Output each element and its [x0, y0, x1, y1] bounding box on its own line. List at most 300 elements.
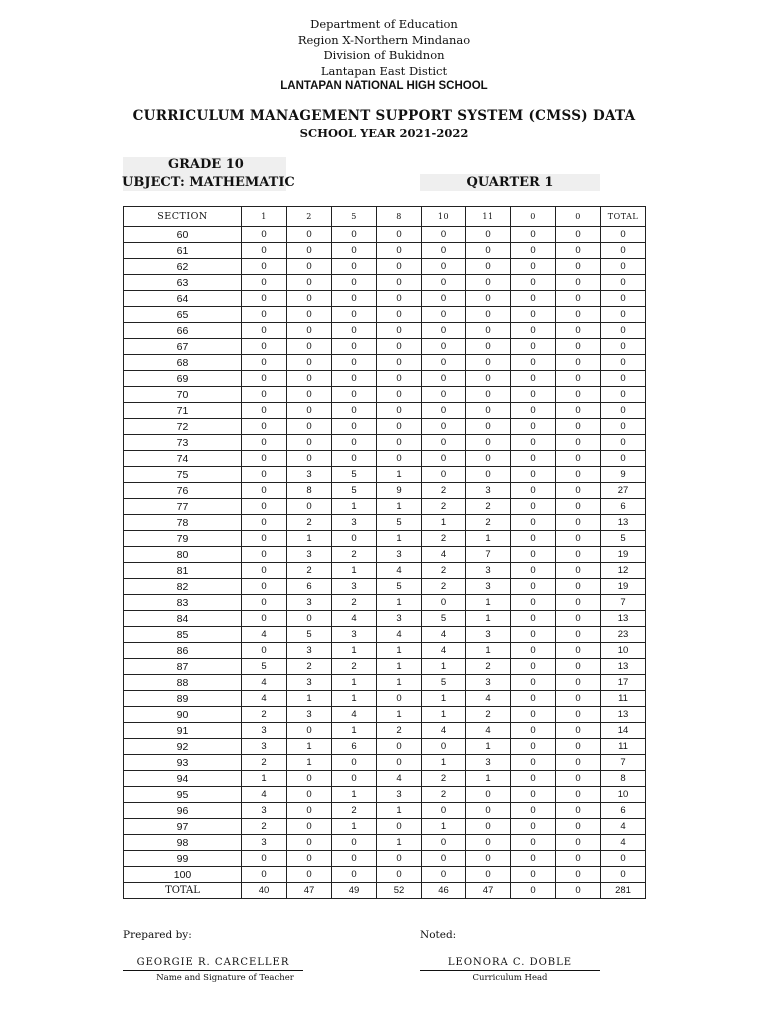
section-cell: 85 — [124, 627, 242, 643]
count-cell: 0 — [511, 243, 556, 259]
count-cell: 0 — [242, 451, 287, 467]
count-cell: 5 — [422, 675, 466, 691]
count-cell: 0 — [511, 643, 556, 659]
table-row — [124, 755, 646, 771]
teacher-name: GEORGIE R. CARCELLER — [136, 957, 290, 968]
table-row — [124, 467, 646, 483]
total-cell: 47 — [287, 883, 332, 899]
count-cell: 0 — [511, 755, 556, 771]
count-cell: 0 — [556, 595, 601, 611]
count-cell: 3 — [466, 675, 511, 691]
letterhead — [0, 17, 768, 95]
count-cell: 0 — [422, 275, 466, 291]
count-cell: 0 — [466, 435, 511, 451]
count-cell: 0 — [242, 339, 287, 355]
count-cell: 2 — [287, 563, 332, 579]
count-cell: 0 — [242, 611, 287, 627]
count-cell: 1 — [377, 707, 422, 723]
count-cell: 0 — [332, 371, 377, 387]
row-total-cell: 0 — [601, 851, 646, 867]
count-cell: 0 — [556, 835, 601, 851]
count-cell: 0 — [466, 403, 511, 419]
count-cell: 0 — [287, 243, 332, 259]
school-year: SCHOOL YEAR 2021-2022 — [299, 126, 469, 140]
count-cell: 0 — [556, 467, 601, 483]
row-total-cell: 0 — [601, 387, 646, 403]
count-cell: 0 — [242, 387, 287, 403]
count-cell: 0 — [242, 515, 287, 531]
row-total-cell: 23 — [601, 627, 646, 643]
count-cell: 0 — [466, 339, 511, 355]
count-cell: 0 — [242, 371, 287, 387]
section-cell: 83 — [124, 595, 242, 611]
count-cell: 4 — [242, 787, 287, 803]
count-cell: 4 — [422, 723, 466, 739]
count-cell: 0 — [556, 419, 601, 435]
count-cell: 0 — [556, 435, 601, 451]
count-cell: 0 — [377, 307, 422, 323]
count-cell: 0 — [511, 851, 556, 867]
count-cell: 0 — [332, 291, 377, 307]
table-row — [124, 403, 646, 419]
total-cell: 40 — [242, 883, 287, 899]
count-cell: 3 — [242, 835, 287, 851]
row-total-cell: 0 — [601, 307, 646, 323]
count-cell: 0 — [422, 291, 466, 307]
count-cell: 2 — [422, 563, 466, 579]
count-cell: 1 — [422, 707, 466, 723]
count-cell: 0 — [377, 691, 422, 707]
count-cell: 0 — [377, 323, 422, 339]
count-cell: 0 — [422, 851, 466, 867]
section-cell: 89 — [124, 691, 242, 707]
column-header: 11 — [466, 207, 511, 227]
count-cell: 0 — [287, 851, 332, 867]
section-cell: 80 — [124, 547, 242, 563]
count-cell: 2 — [422, 579, 466, 595]
count-cell: 5 — [332, 483, 377, 499]
count-cell: 1 — [332, 675, 377, 691]
count-cell: 1 — [377, 499, 422, 515]
count-cell: 2 — [332, 595, 377, 611]
curriculum-head-caption: Curriculum Head — [472, 973, 548, 983]
count-cell: 1 — [377, 643, 422, 659]
count-cell: 0 — [332, 835, 377, 851]
count-cell: 0 — [511, 515, 556, 531]
count-cell: 2 — [332, 659, 377, 675]
count-cell: 0 — [377, 243, 422, 259]
table-row — [124, 723, 646, 739]
row-total-cell: 19 — [601, 579, 646, 595]
count-cell: 0 — [511, 867, 556, 883]
section-cell: 99 — [124, 851, 242, 867]
row-total-cell: 19 — [601, 547, 646, 563]
count-cell: 3 — [466, 579, 511, 595]
count-cell: 0 — [287, 387, 332, 403]
count-cell: 4 — [332, 611, 377, 627]
count-cell: 0 — [556, 579, 601, 595]
count-cell: 0 — [466, 243, 511, 259]
count-cell: 5 — [422, 611, 466, 627]
table-row — [124, 563, 646, 579]
table-row — [124, 691, 646, 707]
count-cell: 0 — [466, 819, 511, 835]
count-cell: 0 — [511, 355, 556, 371]
section-cell: 81 — [124, 563, 242, 579]
teacher-caption: Name and Signature of Teacher — [156, 973, 294, 983]
section-cell: 63 — [124, 275, 242, 291]
count-cell: 0 — [422, 355, 466, 371]
count-cell: 0 — [511, 723, 556, 739]
table-row — [124, 419, 646, 435]
letterhead-line-department: Department of Education — [310, 17, 458, 31]
count-cell: 0 — [511, 307, 556, 323]
row-total-cell: 0 — [601, 403, 646, 419]
count-cell: 0 — [556, 243, 601, 259]
count-cell: 1 — [332, 563, 377, 579]
count-cell: 0 — [556, 387, 601, 403]
count-cell: 0 — [556, 547, 601, 563]
count-cell: 0 — [511, 787, 556, 803]
count-cell: 0 — [332, 531, 377, 547]
count-cell: 0 — [556, 819, 601, 835]
count-cell: 0 — [511, 435, 556, 451]
count-cell: 4 — [377, 563, 422, 579]
count-cell: 0 — [511, 419, 556, 435]
count-cell: 0 — [556, 771, 601, 787]
count-cell: 0 — [556, 483, 601, 499]
table-header-row — [124, 207, 646, 227]
count-cell: 0 — [556, 611, 601, 627]
count-cell: 0 — [511, 595, 556, 611]
count-cell: 3 — [287, 467, 332, 483]
count-cell: 0 — [556, 323, 601, 339]
table-row — [124, 291, 646, 307]
row-total-cell: 10 — [601, 643, 646, 659]
count-cell: 2 — [332, 547, 377, 563]
count-cell: 4 — [422, 627, 466, 643]
count-cell: 0 — [556, 275, 601, 291]
row-total-cell: 8 — [601, 771, 646, 787]
count-cell: 3 — [242, 723, 287, 739]
count-cell: 0 — [422, 323, 466, 339]
count-cell: 0 — [511, 675, 556, 691]
count-cell: 0 — [287, 723, 332, 739]
count-cell: 9 — [377, 483, 422, 499]
section-cell: 69 — [124, 371, 242, 387]
count-cell: 0 — [511, 259, 556, 275]
section-cell: 97 — [124, 819, 242, 835]
section-cell: 68 — [124, 355, 242, 371]
count-cell: 0 — [422, 867, 466, 883]
noted-label: Noted: — [420, 929, 457, 941]
count-cell: 2 — [422, 771, 466, 787]
table-row — [124, 499, 646, 515]
count-cell: 0 — [466, 419, 511, 435]
section-cell: 78 — [124, 515, 242, 531]
count-cell: 0 — [242, 227, 287, 243]
count-cell: 2 — [242, 819, 287, 835]
count-cell: 1 — [422, 755, 466, 771]
report-title: CURRICULUM MANAGEMENT SUPPORT SYSTEM (CMSS) DATA — [132, 108, 636, 124]
count-cell: 0 — [466, 307, 511, 323]
table-row — [124, 739, 646, 755]
count-cell: 0 — [556, 723, 601, 739]
count-cell: 0 — [287, 835, 332, 851]
subject-label: UBJECT: MATHEMATIC — [122, 175, 295, 190]
count-cell: 0 — [511, 227, 556, 243]
prepared-by-label: Prepared by: — [123, 929, 192, 941]
section-cell: 93 — [124, 755, 242, 771]
column-header: SECTION — [124, 207, 242, 227]
row-total-cell: 0 — [601, 355, 646, 371]
count-cell: 0 — [242, 307, 287, 323]
cmss-data-table — [123, 206, 646, 899]
count-cell: 0 — [511, 739, 556, 755]
count-cell: 0 — [287, 867, 332, 883]
count-cell: 1 — [287, 755, 332, 771]
count-cell: 0 — [242, 259, 287, 275]
count-cell: 0 — [511, 819, 556, 835]
count-cell: 0 — [556, 259, 601, 275]
count-cell: 0 — [556, 227, 601, 243]
count-cell: 0 — [422, 243, 466, 259]
section-cell: 70 — [124, 387, 242, 403]
table-row — [124, 259, 646, 275]
count-cell: 3 — [242, 739, 287, 755]
count-cell: 1 — [287, 531, 332, 547]
count-cell: 3 — [466, 483, 511, 499]
count-cell: 0 — [332, 227, 377, 243]
count-cell: 0 — [377, 755, 422, 771]
table-row — [124, 435, 646, 451]
count-cell: 3 — [242, 803, 287, 819]
count-cell: 4 — [242, 675, 287, 691]
count-cell: 0 — [422, 435, 466, 451]
count-cell: 2 — [242, 755, 287, 771]
count-cell: 1 — [422, 691, 466, 707]
count-cell: 1 — [466, 771, 511, 787]
column-header: 0 — [511, 207, 556, 227]
count-cell: 3 — [287, 675, 332, 691]
table-row — [124, 387, 646, 403]
count-cell: 1 — [466, 739, 511, 755]
table-row — [124, 643, 646, 659]
count-cell: 0 — [377, 259, 422, 275]
section-cell: 84 — [124, 611, 242, 627]
count-cell: 1 — [242, 771, 287, 787]
table-row — [124, 275, 646, 291]
count-cell: 0 — [242, 499, 287, 515]
count-cell: 3 — [466, 627, 511, 643]
section-cell: 94 — [124, 771, 242, 787]
count-cell: 2 — [466, 659, 511, 675]
count-cell: 0 — [422, 259, 466, 275]
count-cell: 0 — [556, 355, 601, 371]
column-header: 5 — [332, 207, 377, 227]
section-cell: 95 — [124, 787, 242, 803]
count-cell: 4 — [422, 643, 466, 659]
count-cell: 2 — [422, 787, 466, 803]
count-cell: 3 — [466, 563, 511, 579]
count-cell: 0 — [556, 707, 601, 723]
count-cell: 0 — [556, 691, 601, 707]
count-cell: 0 — [511, 835, 556, 851]
count-cell: 0 — [377, 851, 422, 867]
row-total-cell: 10 — [601, 787, 646, 803]
count-cell: 0 — [556, 755, 601, 771]
count-cell: 2 — [466, 515, 511, 531]
count-cell: 0 — [511, 275, 556, 291]
count-cell: 3 — [332, 627, 377, 643]
count-cell: 0 — [242, 867, 287, 883]
total-cell: 0 — [556, 883, 601, 899]
count-cell: 1 — [287, 691, 332, 707]
totals-row — [124, 883, 646, 899]
count-cell: 2 — [466, 499, 511, 515]
count-cell: 3 — [287, 643, 332, 659]
curriculum-head-signature-line — [420, 970, 600, 971]
row-total-cell: 0 — [601, 275, 646, 291]
section-cell: 76 — [124, 483, 242, 499]
count-cell: 0 — [511, 371, 556, 387]
count-cell: 0 — [377, 739, 422, 755]
section-cell: 87 — [124, 659, 242, 675]
count-cell: 0 — [556, 307, 601, 323]
count-cell: 1 — [422, 659, 466, 675]
count-cell: 2 — [466, 707, 511, 723]
count-cell: 1 — [377, 675, 422, 691]
count-cell: 5 — [377, 515, 422, 531]
grand-total-cell: 281 — [601, 883, 646, 899]
row-total-cell: 9 — [601, 467, 646, 483]
count-cell: 0 — [332, 403, 377, 419]
row-total-cell: 0 — [601, 243, 646, 259]
count-cell: 0 — [466, 851, 511, 867]
table-row — [124, 867, 646, 883]
count-cell: 0 — [422, 739, 466, 755]
count-cell: 0 — [422, 227, 466, 243]
count-cell: 0 — [287, 339, 332, 355]
count-cell: 0 — [287, 435, 332, 451]
table-row — [124, 483, 646, 499]
count-cell: 0 — [422, 371, 466, 387]
count-cell: 1 — [466, 531, 511, 547]
count-cell: 0 — [377, 403, 422, 419]
count-cell: 0 — [332, 435, 377, 451]
section-cell: 88 — [124, 675, 242, 691]
count-cell: 3 — [377, 787, 422, 803]
table-row — [124, 515, 646, 531]
count-cell: 0 — [511, 547, 556, 563]
count-cell: 0 — [377, 387, 422, 403]
count-cell: 3 — [287, 595, 332, 611]
section-cell: 75 — [124, 467, 242, 483]
count-cell: 0 — [556, 563, 601, 579]
count-cell: 5 — [242, 659, 287, 675]
totals-label: TOTAL — [124, 883, 242, 899]
count-cell: 0 — [287, 355, 332, 371]
count-cell: 2 — [422, 499, 466, 515]
count-cell: 0 — [377, 451, 422, 467]
count-cell: 2 — [422, 483, 466, 499]
section-cell: 71 — [124, 403, 242, 419]
count-cell: 0 — [511, 531, 556, 547]
count-cell: 0 — [377, 227, 422, 243]
table-row — [124, 851, 646, 867]
count-cell: 2 — [242, 707, 287, 723]
count-cell: 0 — [332, 451, 377, 467]
count-cell: 0 — [332, 307, 377, 323]
count-cell: 4 — [332, 707, 377, 723]
count-cell: 4 — [242, 627, 287, 643]
count-cell: 0 — [242, 563, 287, 579]
count-cell: 1 — [466, 611, 511, 627]
count-cell: 0 — [242, 291, 287, 307]
row-total-cell: 7 — [601, 755, 646, 771]
count-cell: 0 — [242, 643, 287, 659]
count-cell: 0 — [287, 403, 332, 419]
count-cell: 0 — [242, 355, 287, 371]
section-cell: 100 — [124, 867, 242, 883]
total-cell: 52 — [377, 883, 422, 899]
row-total-cell: 0 — [601, 435, 646, 451]
count-cell: 4 — [466, 691, 511, 707]
total-cell: 0 — [511, 883, 556, 899]
total-cell: 47 — [466, 883, 511, 899]
count-cell: 0 — [242, 579, 287, 595]
letterhead-line-division: Division of Bukidnon — [323, 48, 445, 62]
count-cell: 2 — [287, 659, 332, 675]
count-cell: 0 — [287, 803, 332, 819]
row-total-cell: 0 — [601, 339, 646, 355]
section-cell: 92 — [124, 739, 242, 755]
section-cell: 73 — [124, 435, 242, 451]
count-cell: 0 — [287, 819, 332, 835]
count-cell: 0 — [466, 323, 511, 339]
count-cell: 0 — [511, 691, 556, 707]
count-cell: 0 — [511, 579, 556, 595]
count-cell: 0 — [287, 499, 332, 515]
count-cell: 0 — [556, 787, 601, 803]
count-cell: 0 — [511, 627, 556, 643]
column-header: 2 — [287, 207, 332, 227]
count-cell: 0 — [332, 851, 377, 867]
row-total-cell: 0 — [601, 291, 646, 307]
count-cell: 0 — [242, 483, 287, 499]
column-header: 8 — [377, 207, 422, 227]
count-cell: 2 — [377, 723, 422, 739]
section-cell: 72 — [124, 419, 242, 435]
school-name: LANTAPAN NATIONAL HIGH SCHOOL — [280, 80, 488, 92]
count-cell: 0 — [332, 323, 377, 339]
quarter-label: QUARTER 1 — [466, 175, 554, 190]
count-cell: 3 — [332, 515, 377, 531]
count-cell: 0 — [466, 867, 511, 883]
count-cell: 0 — [332, 867, 377, 883]
count-cell: 3 — [377, 547, 422, 563]
count-cell: 0 — [332, 419, 377, 435]
table-row — [124, 547, 646, 563]
count-cell: 0 — [556, 739, 601, 755]
count-cell: 0 — [556, 451, 601, 467]
count-cell: 0 — [287, 307, 332, 323]
count-cell: 0 — [511, 403, 556, 419]
count-cell: 0 — [556, 291, 601, 307]
table-row — [124, 579, 646, 595]
count-cell: 0 — [332, 387, 377, 403]
row-total-cell: 0 — [601, 371, 646, 387]
